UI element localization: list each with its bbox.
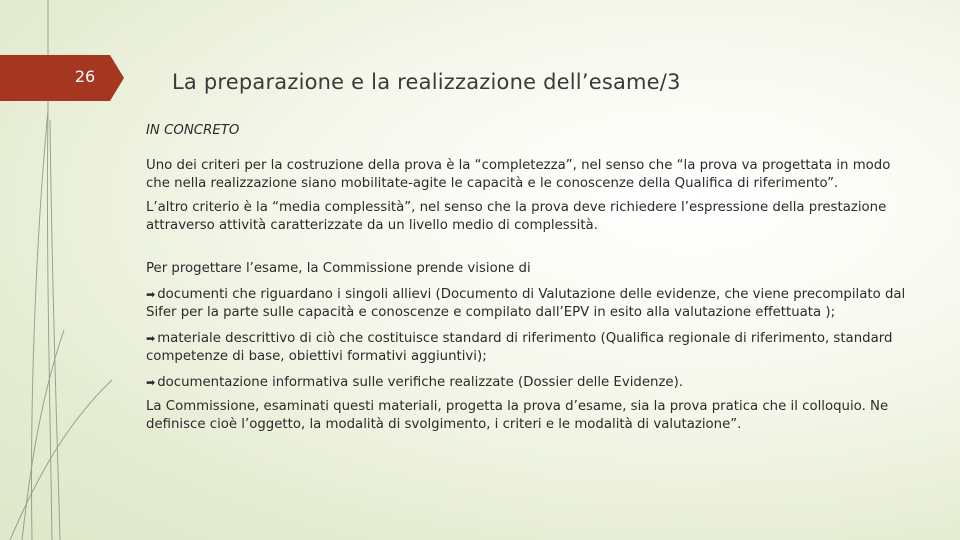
- slide-title: La preparazione e la realizzazione dell’esame/3: [172, 70, 681, 94]
- subheading: IN CONCRETO: [146, 123, 240, 138]
- list-item-text: documenti che riguardano i singoli allievi (Documento di Valutazione delle evidenze, che viene precompilato dal Sifer per la parte sulle capacità e conoscenze e compilato dall’EPV in esito alla valutazione effettuata );: [146, 287, 906, 320]
- right-arrow-bullet-icon: ➡: [146, 288, 156, 301]
- conclusion-paragraph: La Commissione, esaminati questi materiali, progetta la prova d’esame, sia la prova pratica che il colloquio. Ne definisce cioè l’oggetto, la modalità di svolgimento, i criteri e le modalità di valutazione”.: [146, 399, 889, 432]
- paragraph-completezza: Uno dei criteri per la costruzione della prova è la “completezza”, nel senso che “la prova va progettata in modo che nella realizzazione siano mobilitate-agite le capacità e le conoscenze della Qualifica di riferimento”.: [146, 158, 891, 191]
- paragraph-media-complessita: L’altro criterio è la “media complessità”, nel senso che la prova deve richiedere l’espressione della prestazione attraverso attività caratterizzate da un livello medio di complessità.: [146, 200, 887, 233]
- right-arrow-bullet-icon: ➡: [146, 332, 156, 345]
- intro-text: Per progettare l’esame, la Commissione prende visione di: [146, 261, 531, 276]
- slide-content: [146, 122, 906, 434]
- list-item: [146, 330, 906, 366]
- list-item-text: documentazione informativa sulle verifiche realizzate (Dossier delle Evidenze).: [157, 375, 684, 390]
- list-item-text: materiale descrittivo di ciò che costituisce standard di riferimento (Qualifica regionale di riferimento, standard competenze di base, obiettivi formativi aggiuntivi);: [146, 331, 893, 364]
- list-item: [146, 374, 906, 392]
- list-item: [146, 286, 906, 322]
- right-arrow-bullet-icon: ➡: [146, 376, 156, 389]
- slide-number: 26: [74, 67, 96, 86]
